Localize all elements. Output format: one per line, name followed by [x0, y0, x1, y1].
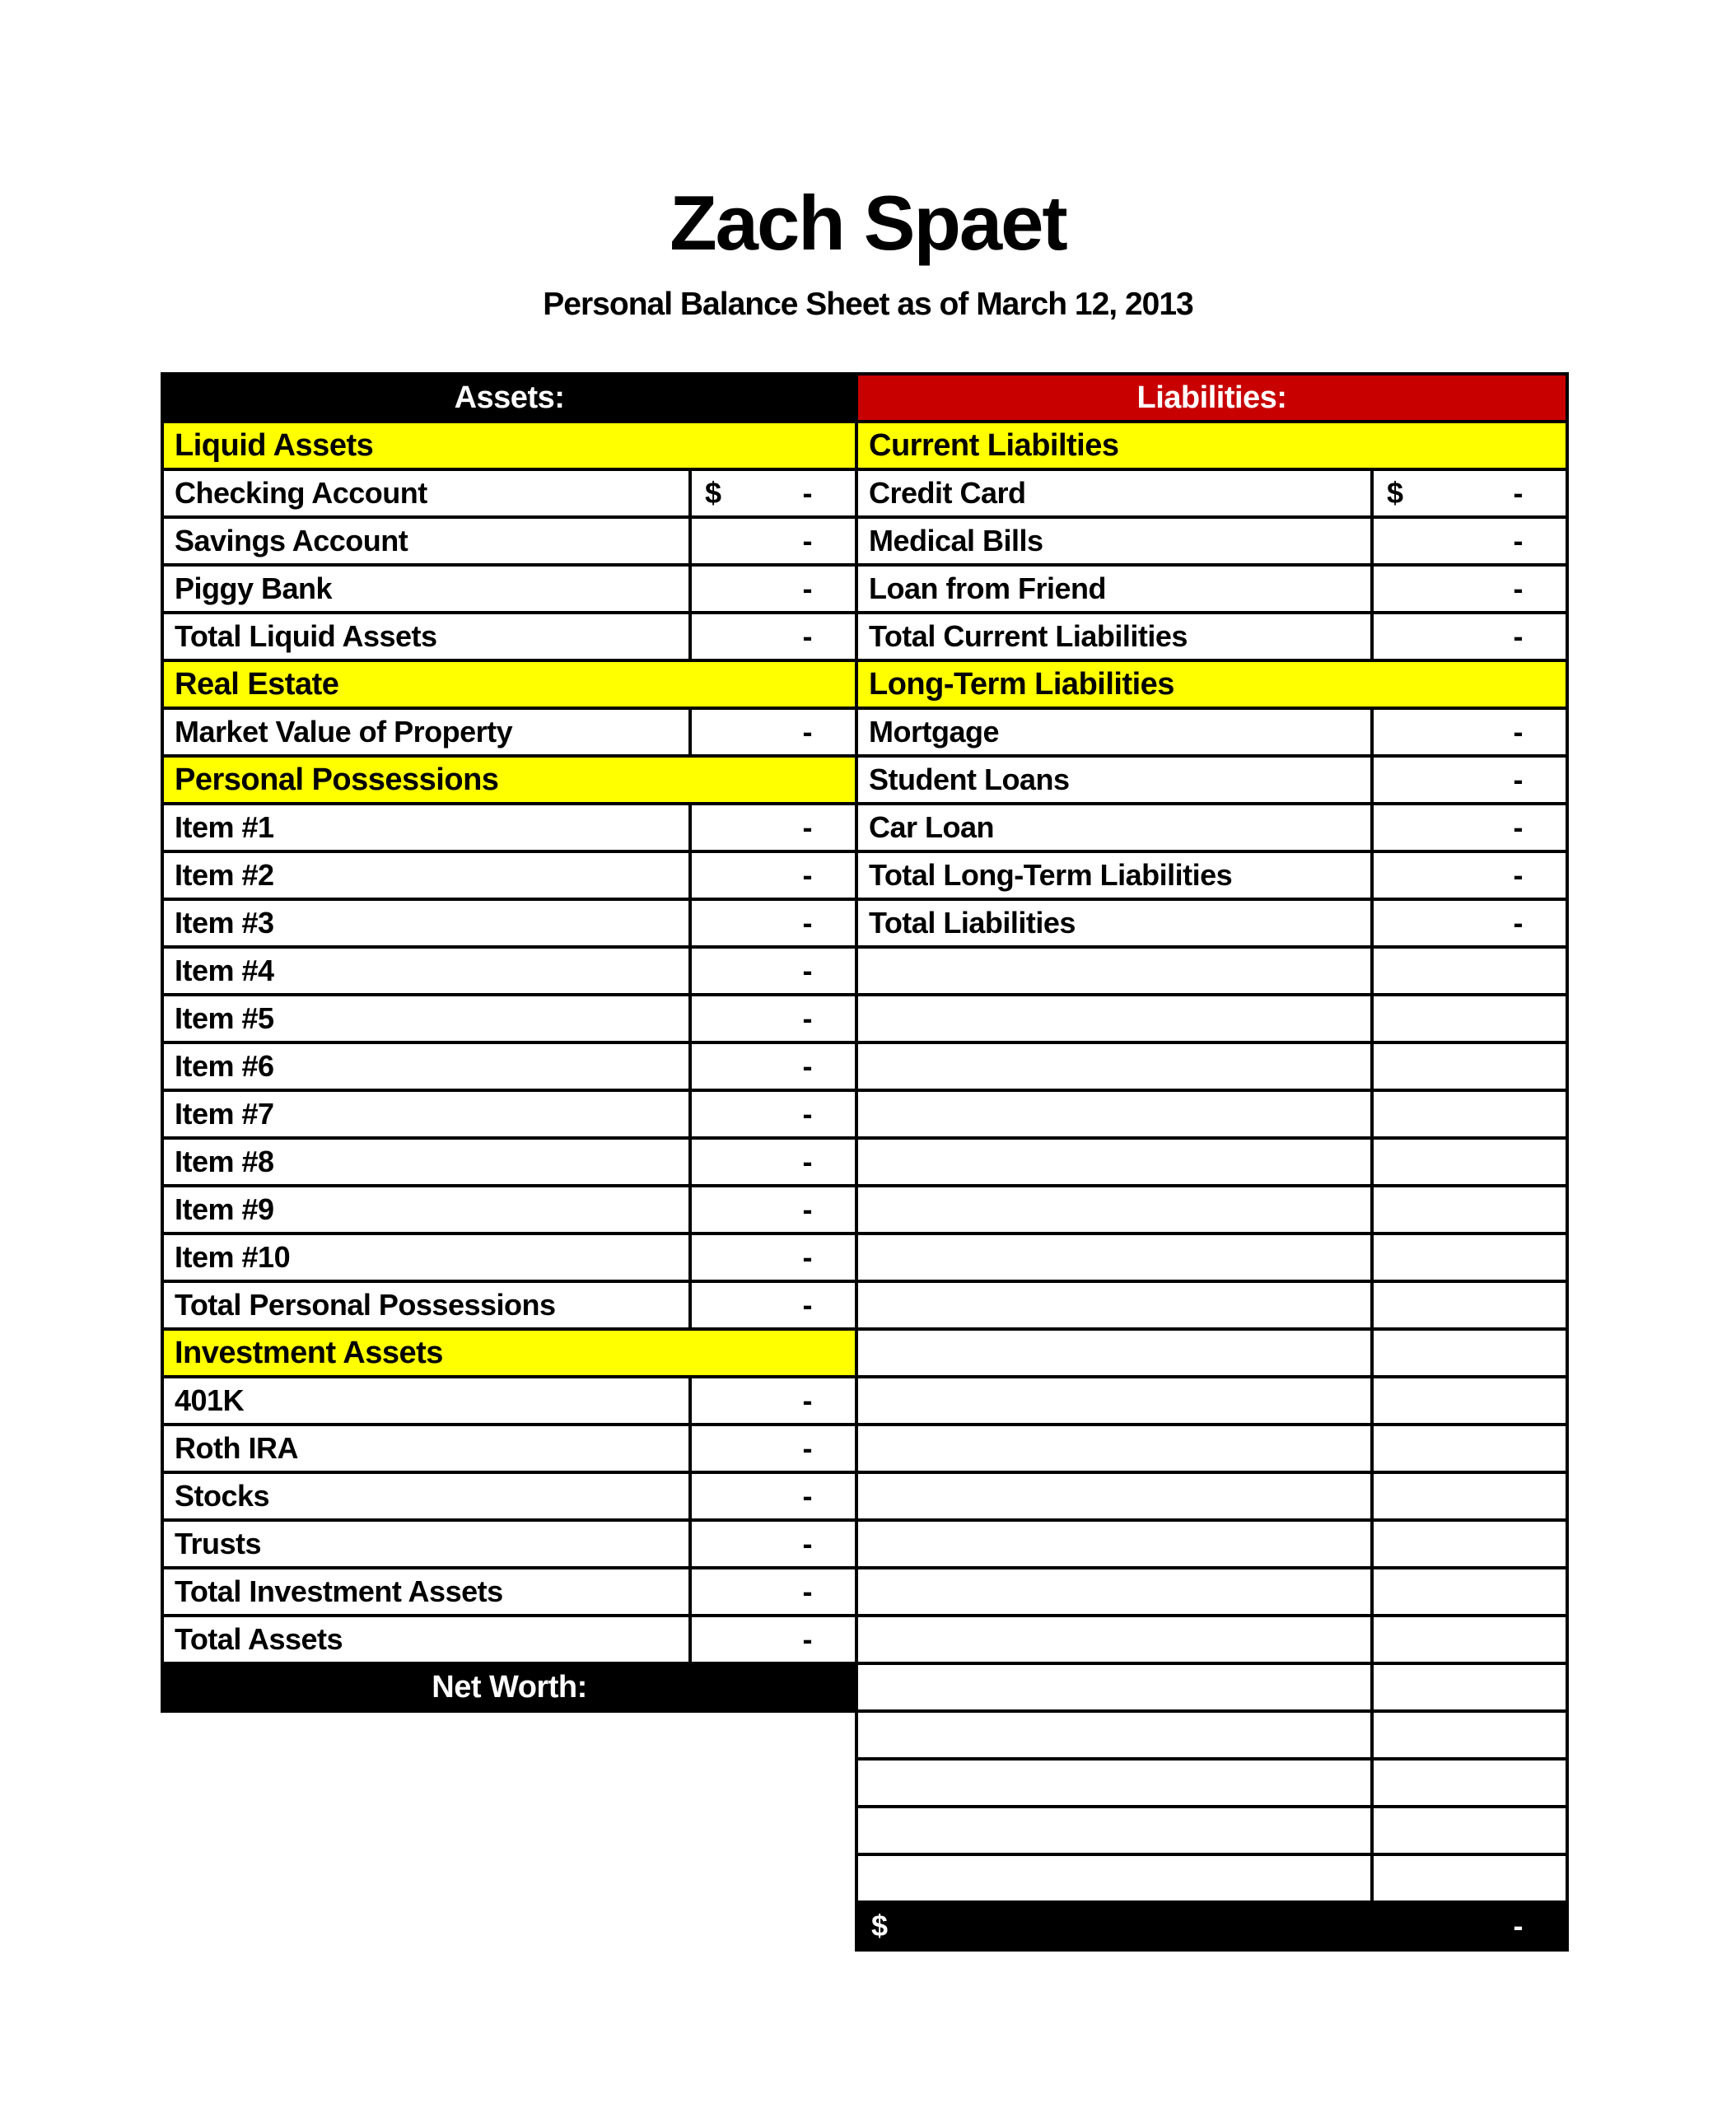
liabilities-empty-value-cell	[1374, 1044, 1566, 1089]
liabilities-item-value-cell	[1374, 853, 1566, 898]
liabilities-empty-value-cell	[1374, 949, 1566, 993]
liabilities-empty-value-cell	[1374, 1378, 1566, 1423]
liabilities-empty-value-cell	[1374, 1808, 1566, 1853]
liabilities-section-row: Long-Term Liabilities	[858, 662, 1566, 707]
dollar-sign: $	[705, 476, 721, 510]
liabilities-empty-label-cell	[858, 1665, 1370, 1709]
liabilities-empty-value-cell	[1374, 1522, 1566, 1566]
dash-value: -	[802, 571, 812, 605]
liabilities-item-value-cell	[1374, 758, 1566, 802]
assets-item-value-cell	[692, 1426, 855, 1471]
liabilities-empty-label-cell	[858, 996, 1370, 1041]
assets-item-value-cell	[692, 996, 855, 1041]
dash-value: -	[802, 858, 812, 892]
assets-item-label: Total Investment Assets	[164, 1569, 688, 1614]
liabilities-empty-label-cell	[858, 1474, 1370, 1518]
liabilities-empty-label-cell	[858, 1426, 1370, 1471]
liabilities-empty-value-cell	[1374, 1474, 1566, 1518]
assets-item-label: 401K	[164, 1378, 688, 1423]
liabilities-header-bar: Liabilities:	[858, 375, 1566, 420]
liabilities-item-label: Medical Bills	[858, 519, 1370, 563]
liabilities-item-label: Total Long-Term Liabilities	[858, 853, 1370, 898]
liabilities-empty-value-cell	[1374, 1187, 1566, 1232]
dash-value: -	[802, 1097, 812, 1131]
liabilities-empty-label-cell	[858, 1283, 1370, 1327]
liabilities-empty-label-cell	[858, 1331, 1370, 1375]
liabilities-empty-value-cell	[1374, 996, 1566, 1041]
liabilities-empty-label-cell	[858, 1569, 1370, 1614]
dollar-sign: $	[1387, 476, 1403, 510]
assets-item-value-cell	[692, 1522, 855, 1566]
assets-item-label: Item #4	[164, 949, 688, 993]
assets-item-label: Savings Account	[164, 519, 688, 563]
assets-section-row: Real Estate	[164, 662, 855, 707]
liabilities-table	[855, 372, 1569, 1952]
assets-item-label: Checking Account	[164, 471, 688, 515]
dash-value: -	[802, 1431, 812, 1465]
dash-value: -	[1513, 524, 1523, 557]
assets-item-label: Total Assets	[164, 1617, 688, 1662]
dash-value: -	[1513, 619, 1523, 653]
assets-item-label: Trusts	[164, 1522, 688, 1566]
liabilities-empty-value-cell	[1374, 1617, 1566, 1662]
assets-item-value-cell	[692, 853, 855, 898]
assets-item-label: Item #9	[164, 1187, 688, 1232]
liabilities-empty-value-cell	[1374, 1713, 1566, 1757]
dash-value: -	[1513, 810, 1523, 844]
liabilities-item-value-cell	[1374, 471, 1566, 515]
assets-item-value-cell	[692, 471, 855, 515]
assets-table	[161, 372, 858, 1713]
assets-item-value-cell	[692, 1569, 855, 1614]
liabilities-item-label: Credit Card	[858, 471, 1370, 515]
dash-value: -	[802, 1145, 812, 1178]
liabilities-empty-value-cell	[1374, 1140, 1566, 1184]
dash-value: -	[802, 1622, 812, 1656]
page-title: Zach Spaet	[670, 180, 1066, 266]
liabilities-item-value-cell	[1374, 567, 1566, 611]
dash-value: -	[1513, 858, 1523, 892]
liabilities-item-value-cell	[1374, 805, 1566, 850]
assets-section-row: Investment Assets	[164, 1331, 855, 1375]
net-worth-bar: Net Worth:	[164, 1665, 855, 1709]
liabilities-empty-value-cell	[1374, 1092, 1566, 1136]
liabilities-section-row: Current Liabilties	[858, 423, 1566, 468]
assets-item-value-cell	[692, 1092, 855, 1136]
liabilities-empty-label-cell	[858, 949, 1370, 993]
dash-value: -	[1513, 715, 1523, 749]
dash-value: -	[802, 1192, 812, 1226]
dash-value: -	[802, 906, 812, 940]
assets-item-value-cell	[692, 1378, 855, 1423]
assets-item-label: Roth IRA	[164, 1426, 688, 1471]
assets-item-value-cell	[692, 805, 855, 850]
liabilities-empty-value-cell	[1374, 1569, 1566, 1614]
assets-item-label: Item #7	[164, 1092, 688, 1136]
liabilities-empty-label-cell	[858, 1378, 1370, 1423]
assets-item-value-cell	[692, 1044, 855, 1089]
liabilities-item-value-cell	[1374, 614, 1566, 659]
assets-item-value-cell	[692, 1235, 855, 1280]
assets-item-value-cell	[692, 519, 855, 563]
dash-value: -	[1513, 1909, 1523, 1942]
liabilities-empty-value-cell	[1374, 1235, 1566, 1280]
dash-value: -	[802, 954, 812, 987]
dash-value: -	[802, 1049, 812, 1083]
liabilities-item-label: Loan from Friend	[858, 567, 1370, 611]
assets-item-value-cell	[692, 1283, 855, 1327]
dash-value: -	[802, 619, 812, 653]
liabilities-item-label: Student Loans	[858, 758, 1370, 802]
liabilities-empty-value-cell	[1374, 1761, 1566, 1805]
assets-item-value-cell	[692, 614, 855, 659]
liabilities-empty-value-cell	[1374, 1331, 1566, 1375]
dash-value: -	[802, 1527, 812, 1560]
liabilities-item-value-cell	[1374, 519, 1566, 563]
assets-item-value-cell	[692, 1140, 855, 1184]
dash-value: -	[802, 810, 812, 844]
page-subtitle: Personal Balance Sheet as of March 12, 2013	[543, 287, 1193, 322]
dash-value: -	[802, 524, 812, 557]
assets-item-value-cell	[692, 901, 855, 945]
liabilities-item-label: Mortgage	[858, 710, 1370, 754]
dollar-sign: $	[871, 1909, 888, 1942]
liabilities-empty-label-cell	[858, 1187, 1370, 1232]
assets-item-label: Total Liquid Assets	[164, 614, 688, 659]
dash-value: -	[802, 476, 812, 510]
liabilities-empty-value-cell	[1374, 1283, 1566, 1327]
liabilities-item-label: Car Loan	[858, 805, 1370, 850]
assets-item-value-cell	[692, 1617, 855, 1662]
dash-value: -	[1513, 571, 1523, 605]
liabilities-empty-label-cell	[858, 1092, 1370, 1136]
dash-value: -	[802, 715, 812, 749]
assets-item-label: Total Personal Possessions	[164, 1283, 688, 1327]
liabilities-empty-value-cell	[1374, 1856, 1566, 1900]
assets-item-label: Piggy Bank	[164, 567, 688, 611]
dash-value: -	[802, 1001, 812, 1035]
liabilities-item-value-cell	[1374, 901, 1566, 945]
dash-value: -	[802, 1574, 812, 1608]
assets-item-value-cell	[692, 1474, 855, 1518]
assets-item-value-cell	[692, 949, 855, 993]
liabilities-empty-label-cell	[858, 1044, 1370, 1089]
liabilities-empty-value-cell	[1374, 1426, 1566, 1471]
liabilities-empty-label-cell	[858, 1617, 1370, 1662]
assets-item-label: Item #10	[164, 1235, 688, 1280]
assets-item-value-cell	[692, 567, 855, 611]
assets-item-label: Item #6	[164, 1044, 688, 1089]
assets-section-row: Liquid Assets	[164, 423, 855, 468]
liabilities-item-label: Total Liabilities	[858, 901, 1370, 945]
liabilities-empty-label-cell	[858, 1713, 1370, 1757]
assets-item-label: Item #2	[164, 853, 688, 898]
dash-value: -	[1513, 906, 1523, 940]
liabilities-empty-label-cell	[858, 1761, 1370, 1805]
net-worth-total-bar	[858, 1904, 1566, 1948]
assets-item-label: Item #8	[164, 1140, 688, 1184]
dash-value: -	[802, 1383, 812, 1417]
assets-item-label: Item #5	[164, 996, 688, 1041]
assets-item-label: Item #1	[164, 805, 688, 850]
liabilities-empty-value-cell	[1374, 1665, 1566, 1709]
dash-value: -	[802, 1479, 812, 1513]
liabilities-empty-label-cell	[858, 1235, 1370, 1280]
liabilities-empty-label-cell	[858, 1856, 1370, 1900]
liabilities-item-label: Total Current Liabilities	[858, 614, 1370, 659]
dash-value: -	[802, 1240, 812, 1274]
dash-value: -	[1513, 476, 1523, 510]
assets-item-label: Market Value of Property	[164, 710, 688, 754]
assets-item-value-cell	[692, 1187, 855, 1232]
liabilities-empty-label-cell	[858, 1808, 1370, 1853]
assets-item-label: Stocks	[164, 1474, 688, 1518]
liabilities-item-value-cell	[1374, 710, 1566, 754]
dash-value: -	[1513, 763, 1523, 796]
assets-header-bar: Assets:	[164, 375, 855, 420]
liabilities-empty-label-cell	[858, 1140, 1370, 1184]
assets-item-value-cell	[692, 710, 855, 754]
assets-section-row: Personal Possessions	[164, 758, 855, 802]
liabilities-empty-label-cell	[858, 1522, 1370, 1566]
assets-item-label: Item #3	[164, 901, 688, 945]
dash-value: -	[802, 1288, 812, 1322]
